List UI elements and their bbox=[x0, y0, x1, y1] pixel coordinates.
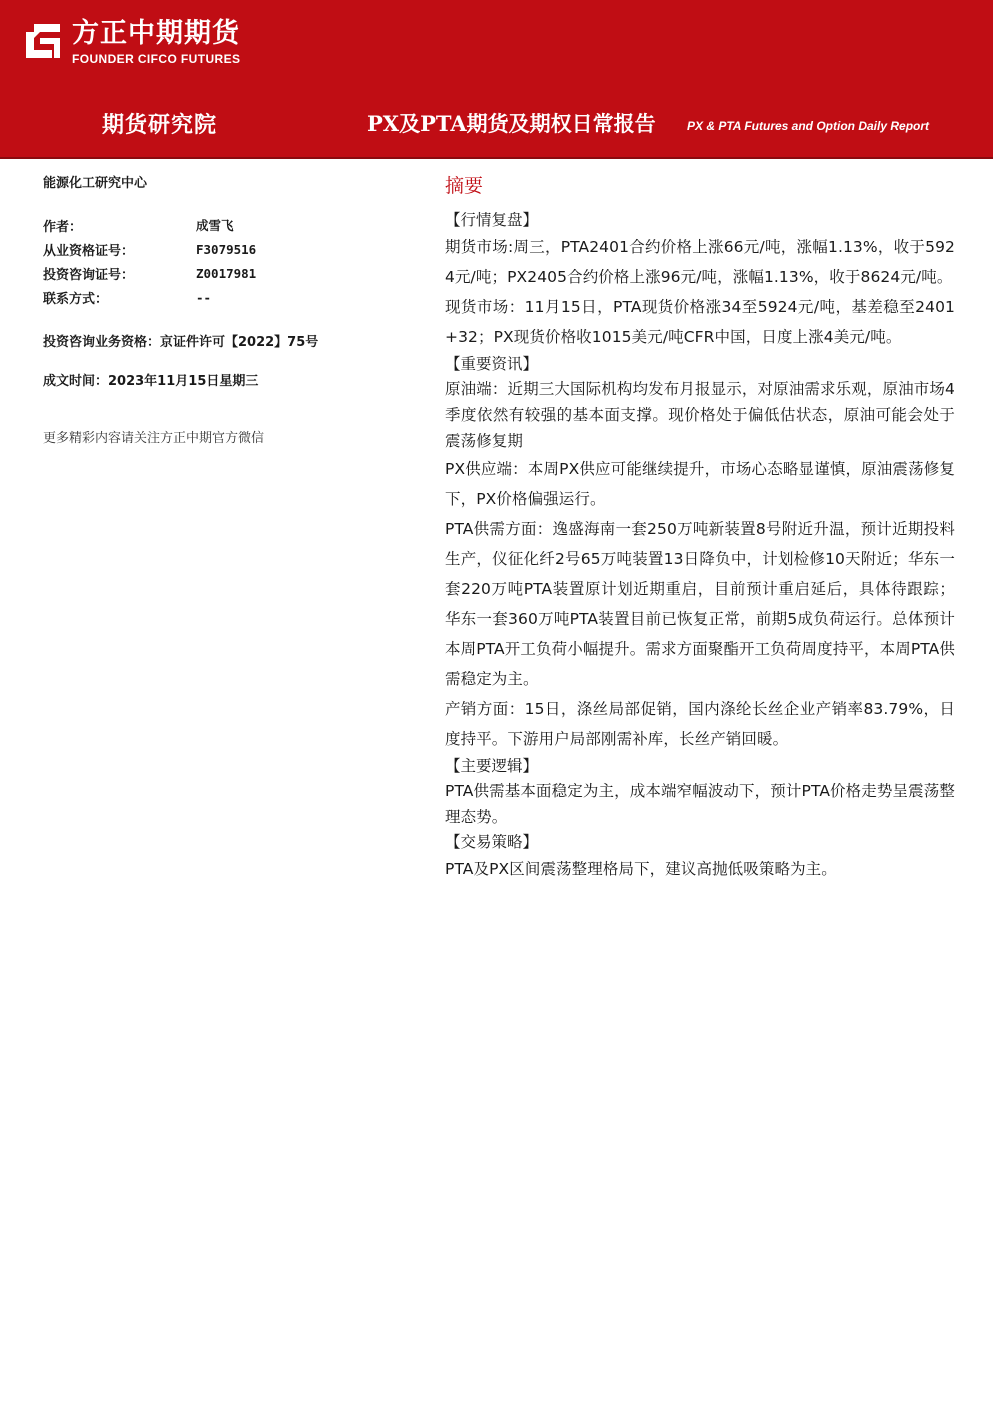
section-heading-key-news: 【重要资讯】 bbox=[445, 355, 539, 373]
business-qualification: 投资咨询业务资格：京证件许可【2022】75号 bbox=[43, 335, 319, 350]
paragraph-crude-oil: 原油端：近期三大国际机构均发布月报显示，对原油需求乐观，原油市场4季度依然有较强的基本面支撑。现价格处于偏低估状态，原油可能会处于震荡修复期 bbox=[445, 380, 955, 450]
paragraph-trading-strategy: PTA及PX区间震荡整理格局下，建议高抛低吸策略为主。 bbox=[445, 860, 837, 878]
paragraph-sales: 产销方面：15日，涤丝局部促销，国内涤纶长丝企业产销率83.79%，日度持平。下游用户局部刚需补库，长丝产销回暖。 bbox=[445, 700, 955, 748]
abstract-title: 摘要 bbox=[445, 175, 484, 197]
section-heading-market-review: 【行情复盘】 bbox=[445, 211, 539, 229]
section-heading-trading-strategy: 【交易策略】 bbox=[445, 833, 539, 851]
info-value: -- bbox=[196, 289, 212, 305]
brand-name-en: FOUNDER CIFCO FUTURES bbox=[72, 52, 241, 66]
report-date: 成文时间：2023年11月15日星期三 bbox=[43, 374, 259, 389]
info-value: Z0017981 bbox=[196, 265, 257, 281]
info-label: 作者： bbox=[43, 219, 83, 235]
author-sidebar bbox=[43, 172, 393, 446]
info-row-consulting-no bbox=[43, 261, 393, 285]
abstract-section bbox=[445, 172, 955, 884]
info-label: 从业资格证号： bbox=[43, 243, 135, 259]
report-title-cn: PX及PTA期货及期权日常报告 bbox=[367, 111, 656, 136]
info-row-qualification-no bbox=[43, 237, 393, 261]
info-row-contact bbox=[43, 285, 393, 309]
info-value: 成雪飞 bbox=[196, 218, 234, 233]
paragraph-pta-supply-demand: PTA供需方面：逸盛海南一套250万吨新装置8号附近升温，预计近期投料生产，仪征化纤2号65万吨装置13日降负中，计划检修10天附近；华东一套220万吨PTA装置原计划近期重启，目前预计重启延后，具体待跟踪；华东一套360万吨PTA装置目前已恢复正常，前期5成负荷运行。总体预计本周PTA开工负荷小幅提升。需求方面聚酯开工负荷周度持平，本周PTA供需稳定为主。 bbox=[445, 520, 955, 688]
paragraph-spot-market: 现货市场：11月15日，PTA现货价格涨34至5924元/吨，基差稳至2401+32；PX现货价格收1015美元/吨CFR中国，日度上涨4美元/吨。 bbox=[445, 298, 955, 346]
paragraph-main-logic: PTA供需基本面稳定为主，成本端窄幅波动下，预计PTA价格走势呈震荡整理态势。 bbox=[445, 782, 955, 826]
department-title: 期货研究院 bbox=[102, 113, 218, 138]
info-row-author bbox=[43, 213, 393, 237]
report-title-en: PX & PTA Futures and Option Daily Report bbox=[687, 119, 930, 133]
info-label: 投资咨询证号： bbox=[43, 267, 135, 283]
paragraph-futures-market: 期货市场:周三，PTA2401合约价格上涨66元/吨，涨幅1.13%，收于5924元/吨；PX2405合约价格上涨96元/吨，涨幅1.13%，收于8624元/吨。 bbox=[445, 238, 955, 286]
report-header bbox=[0, 0, 993, 159]
section-heading-main-logic: 【主要逻辑】 bbox=[445, 757, 539, 775]
paragraph-px-supply: PX供应端：本周PX供应可能继续提升，市场心态略显谨慎，原油震荡修复下，PX价格偏强运行。 bbox=[445, 460, 955, 508]
founder-logo-icon bbox=[20, 18, 66, 64]
research-center: 能源化工研究中心 bbox=[43, 176, 148, 191]
follow-wechat-text: 更多精彩内容请关注方正中期官方微信 bbox=[43, 431, 265, 446]
info-label: 联系方式： bbox=[43, 291, 109, 307]
brand-name-cn: 方正中期期货 bbox=[72, 18, 240, 49]
info-value: F3079516 bbox=[196, 241, 257, 257]
